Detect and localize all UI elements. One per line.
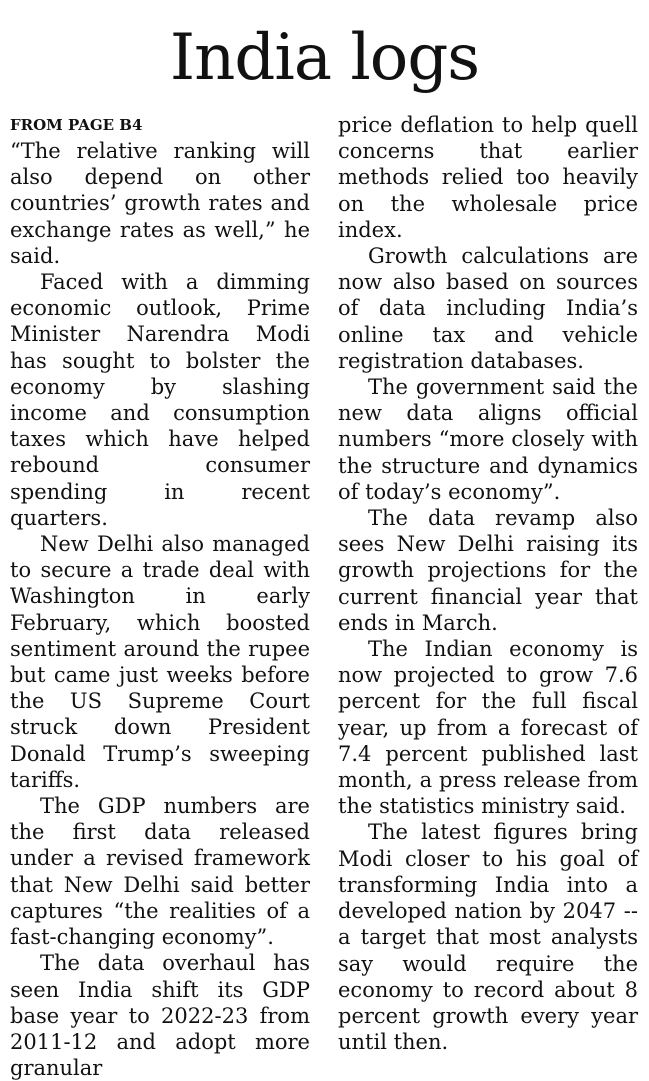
paragraph: The data overhaul has seen India shift its GDP base year to 2022-23 from 2011-12 and adopt more granular [10, 951, 310, 1081]
paragraph: The GDP numbers are the first data released under a revised framework that New Delhi said better captures “the realities of a fast-changing economy”. [10, 794, 310, 950]
paragraph: Growth calculations are now also based on sources of data including India’s online tax and vehicle registration databases. [338, 244, 638, 373]
paragraph: New Delhi also managed to secure a trade deal with Washington in early February, which boosted sentiment around the rupee but came just weeks before the US Supreme Court struck down President Donald Trump’s sweeping tariffs. [10, 532, 310, 792]
paragraph: The data revamp also sees New Delhi raising its growth projections for the current financial year that ends in March. [338, 506, 638, 635]
paragraph: The Indian economy is now projected to grow 7.6 percent for the full fiscal year, up from a forecast of 7.4 percent published last month, a press release from the statistics ministry said. [338, 637, 638, 819]
paragraph: price deflation to help quell concerns that earlier methods relied too heavily on the wholesale price index. [338, 113, 638, 242]
paragraph: The latest figures bring Modi closer to his goal of transforming India into a developed nation by 2047 -- a target that most analysts say would require the economy to record about 8 percent growth every year until then. [338, 820, 638, 1055]
article-headline: India logs [169, 21, 480, 95]
paragraph: “The relative ranking will also depend on other countries’ growth rates and exchange rates as well,” he said. [10, 139, 310, 268]
article-column-left [10, 112, 310, 1081]
paragraph: Faced with a dimming economic outlook, Prime Minister Narendra Modi has sought to bolster the economy by slashing income and consumption taxes which have helped rebound consumer spending in recent quarters. [10, 270, 310, 530]
continuation-kicker: FROM PAGE B4 [10, 116, 143, 134]
article-column-right [338, 112, 638, 1055]
paragraph: The government said the new data aligns official numbers “more closely with the structure and dynamics of today’s economy”. [338, 375, 638, 504]
